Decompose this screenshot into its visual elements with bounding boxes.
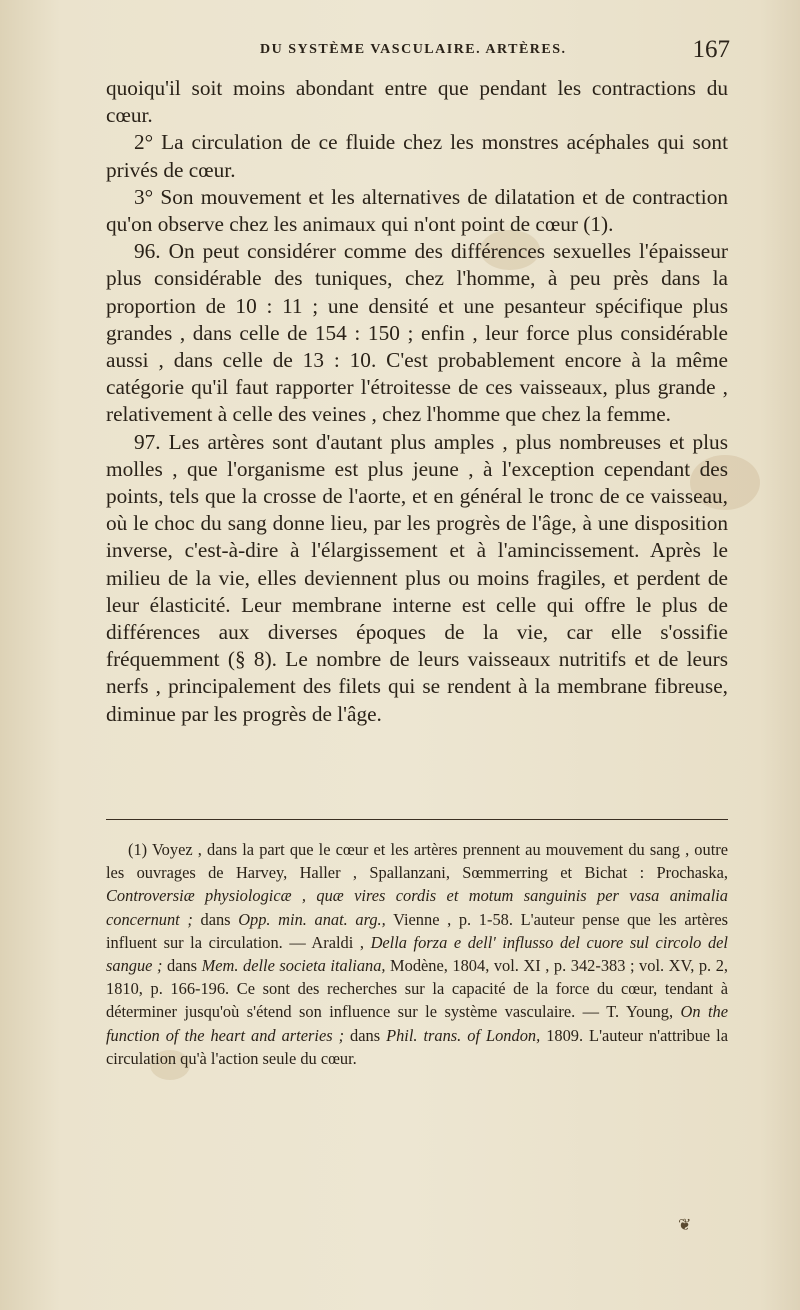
footnote-text: (1) Voyez , dans la part que le cœur et les artères prennent au mouvement du sang , outre les ouvrages de Harvey, Haller , Spallanzani, Sœmmerring et Bichat : Prochaska, bbox=[106, 840, 728, 883]
footnote-text: 1809. L'auteur n'attribue la circulation qu'à l'action seule du cœur. bbox=[106, 1025, 728, 1068]
ornament-icon: ❦ bbox=[678, 1215, 692, 1234]
paragraph: 3° Son mouvement et les alternatives de dilatation et de contraction qu'on observe chez les animaux qui n'ont point de cœur (1). bbox=[106, 184, 728, 237]
page-number: 167 bbox=[692, 36, 730, 63]
paragraph: 97. Les artères sont d'autant plus amples , plus nombreuses et plus molles , que l'organisme est plus jeune , à l'exception cependant des points, tels que la crosse de l'aorte, et en général le tronc de ce vaisseau, où le choc du sang donne lieu, par les progrès de l'âge, à une disposition inverse, c'est-à-dire à l'élargissement et à l'amincissement. Après le milieu de la vie, elles deviennent plus ou moins fragiles, et perdent de leur élasticité. Leur membrane interne est celle qui offre le plus de différences aux diverses époques de la vie, car elle s'ossifie fréquemment (§ 8). Le nombre de leurs vaisseaux nutritifs et de leurs nerfs , principalement des filets qui se rendent à la membrane fibreuse, diminue par les progrès de l'âge. bbox=[106, 429, 728, 726]
main-text bbox=[106, 75, 728, 728]
footnote-divider bbox=[106, 819, 728, 820]
footnote bbox=[106, 838, 728, 1070]
footnote-text: dans bbox=[344, 1025, 387, 1045]
page-header bbox=[110, 36, 730, 68]
running-head: DU SYSTÈME VASCULAIRE. ARTÈRES. bbox=[260, 42, 567, 57]
footnote-title: Controversiæ physiologicæ , quæ vires cordis et motum sanguinis per vasa animalia concernunt ; bbox=[106, 886, 728, 929]
footnote-title: Mem. delle societa italiana, bbox=[201, 956, 386, 976]
paragraph: 96. On peut considérer comme des différences sexuelles l'épaisseur plus considérable des tuniques, chez l'homme, à peu près dans la proportion de 10 : 11 ; une densité et une pesanteur spécifique plus grandes , dans celle de 154 : 150 ; enfin , leur force plus considérable aussi , dans celle de 13 : 10. C'est probablement encore à la même catégorie qu'il faut rapporter l'étroitesse de ces vaisseaux, plus grande , relativement à celle des veines , chez l'homme que chez la femme. bbox=[106, 239, 728, 427]
footnote-title: Opp. min. anat. arg., bbox=[238, 909, 386, 929]
footnote-title: Phil. trans. of London, bbox=[386, 1025, 541, 1045]
paragraph: quoiqu'il soit moins abondant entre que pendant les contractions du cœur. bbox=[106, 76, 728, 128]
footnote-text: Vienne , p. 1-58. L'auteur pense que les artères influent sur la circulation. — Araldi , bbox=[106, 909, 728, 952]
paragraph: 2° La circulation de ce fluide chez les monstres acéphales qui sont privés de cœur. bbox=[106, 130, 728, 182]
footnote-text: dans bbox=[162, 956, 202, 976]
footnote-text: dans bbox=[192, 909, 239, 929]
footnote-title: Della forza e dell' influsso del cuore sul circolo del sangue ; bbox=[106, 932, 728, 976]
footnote-text: Modène, 1804, vol. XI , p. 342-383 ; vol. XV, p. 2, 1810, p. 166-196. Ce sont des recherches sur la capacité de la force du cœur, tendant à déterminer jusqu'où s'étend son influence sur le système vasculaire. — T. Young, bbox=[106, 956, 728, 1022]
footnote-title: On the function of the heart and arteries ; bbox=[106, 1002, 729, 1045]
